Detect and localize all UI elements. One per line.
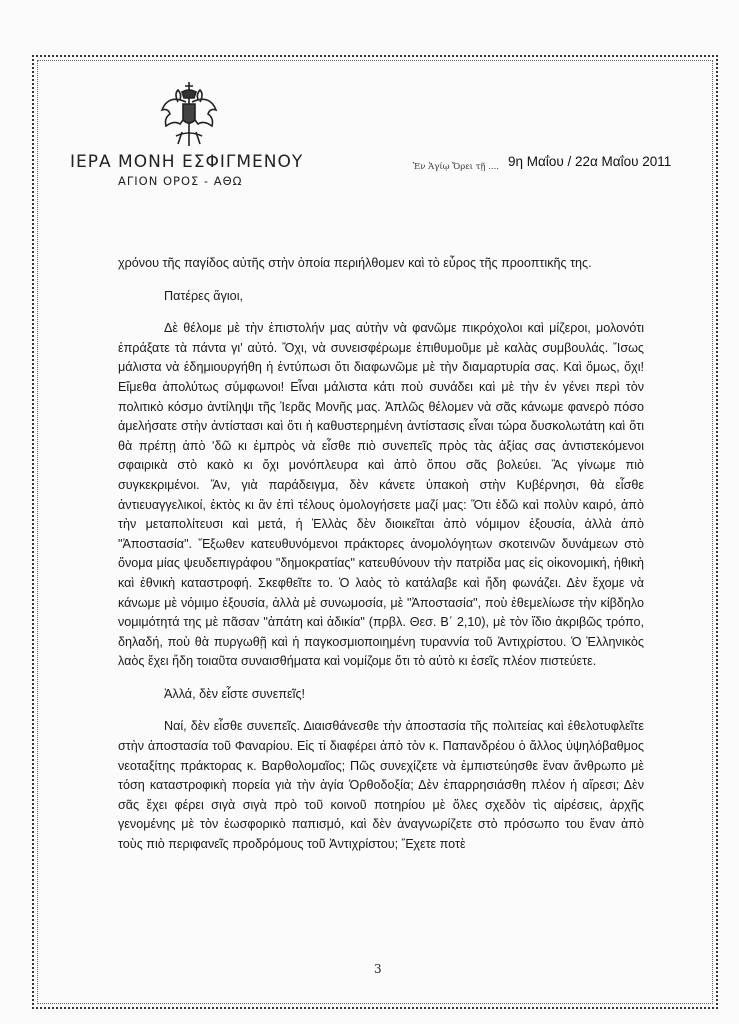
letter-body [118, 254, 644, 855]
salutation: Πατέρες ἅγιοι, [164, 288, 243, 303]
paragraph-exclamation: Ἀλλά, δὲν εἶστε συνεπεῖς! [164, 686, 306, 701]
paragraph-consistency: Ναί, δὲν εἶσθε συνεπεῖς. Διαισθάνεσθε τὴν ἀποστασία τῆς πολιτείας καὶ ἐθελοτυφλεῖτε στὴν ἀποστασία τοῦ Φαναρίου. Εἰς τί διαφέρει ἀπὸ τὸν κ. Παπανδρέου ὁ ἄλλος ὑψηλόβαθμος νεοταξίτης πράκτορας κ. Βαρθολομαῖος; Πῶς συνεχίζετε νὰ ἐμπιστεύησθε ἕναν ἄνθρωπο μὲ τόση καταστροφικὴ πορεία γιὰ τὴν ἁγία Ὀρθοδοξία; Δὲν ἐπαρρησιάσθη πλέον ἡ αἵρεσι; Δὲν σᾶς ἔχει φέρει σιγὰ σιγὰ πρὸ τοῦ κοινοῦ ποτηρίου μὲ ὅλες σχεδὸν τὶς αἱρέσεις, ἀρχῆς γενομένης μὲ τὸν ἐωσφορικὸ παπισμό, καὶ δὲν ἀναγνωρίζετε στὸ πρόσωπο του ἕναν ἀπὸ τοὺς πιὸ περιφανεῖς προδρόμους τοῦ Ἀντιχρίστου; Ἔχετε ποτὲ [118, 719, 644, 852]
monastery-location: ΑΓΙΟΝ ΟΡΟΣ - ΑΘΩ [118, 174, 243, 188]
paragraph-main: Δὲ θέλομε μὲ τὴν ἐπιστολήν μας αὐτὴν νὰ φανῶμε πικρόχολοι καὶ μίζεροι, μολονότι ἐπράξατε τὰ πάντα γι' αὐτό. Ὄχι, νὰ συνεισφέρωμε ἐπιθυμοῦμε μὲ καλὰς συμβουλάς. Ἴσως μάλιστα νὰ ἐδημιουργήθη ἡ ἐντύπωσι ὅτι διαφωνῶμε μὲ τὴν διαμαρτυρία σας. Καὶ ὅμως, ὄχι! Εἴμεθα ἀπολύτως σύμφωνοι! Εἶναι μάλιστα κάτι ποὺ συνάδει καὶ μὲ τὴν ἐν γένει περὶ τὸν πολιτικὸ κόσμο ἀντίληψι τῆς Ἱερᾶς Μονῆς μας. Ἁπλῶς θέλομεν νὰ σᾶς κάνωμε φανερὸ πόσο ἀμελήσατε στὴν ἀντίστασι καὶ ὅτι ἡ καθυστερημένη ἀντίστασις εἶναι τώρα δυσκολωτάτη καὶ ὅτι θὰ πρέπῃ ἀπὸ 'δῶ κι ἐμπρὸς νὰ εἶσθε πιὸ συνεπεῖς πρὸς τὰς ἀξίας σας ἀντιστεκόμενοι σφαιρικὰ στὸ κακὸ κι ὄχι μονόπλευρα καὶ ἀπὸ ὅπου σᾶς βολεύει. Ἂς γίνωμε πιὸ συγκεκριμένοι. Ἄν, γιὰ παράδειγμα, δὲν κάνετε ὑπακοὴ στὴν Κυβέρνησι, θὰ εἶσθε ἀντιευαγγελικοί, ἐκτὸς κι ἂν ἐπὶ τέλους ὁμολογήσετε μαζί μας: Ὅτι ἐδῶ καὶ πολὺν καιρό, ἀπὸ τὴν μεταπολίτευσι καὶ μετά, ἡ Ἑλλὰς δὲν διοικεῖται ἀπὸ νόμιμον ἐξουσία, ἀλλὰ ἀπὸ "Ἀποστασία". Ἔξωθεν κατευθυνόμενοι πράκτορες ἀνομολόγητων σκοτεινῶν δυνάμεων στὸ ὄνομα μίας ψευδεπιγράφου "δημοκρατίας" κατευθύνουν τὴν πατρίδα μας εἰς οἰκονομική, ἠθικὴ καὶ ἐθνικὴ καταστροφή. Σκεφθεῖτε το. Ὁ λαὸς τὸ κατάλαβε καὶ ἤδη φωνάζει. Δὲν ἔχομε νὰ κάνωμε μὲ νόμιμο ἐξουσία, ἀλλὰ μὲ συνωμοσία, μὲ "Ἀποστασία", ποὺ ἐθεμελίωσε τὴν κίβδηλο νομιμότητά της μὲ πᾶσαν "ἀπάτη καὶ ἀδικία" (πρβλ. Θεσ. Β΄ 2,10), μὲ τὸν ἴδιο ἀκριβῶς τρόπο, δηλαδή, ποὺ θὰ πυργωθῇ καὶ ἡ παγκοσμιοποιημένη τυραννία τοῦ Ἀντιχρίστου. Ὁ Ἑλληνικὸς λαὸς ἔχει ἤδη τοιαῦτα συναισθήματα καὶ νομίζομε ὅτι τὸ αὐτὸ κι ἐσεῖς πλέον πιστεύετε. [118, 321, 644, 669]
monastery-name: ΙΕΡΑ ΜΟΝΗ ΕΣΦΙΓΜΕΝΟΥ [70, 152, 304, 172]
date-prefix: Ἐν Ἁγίῳ Ὄρει τῇ .... [413, 162, 500, 172]
page-number: 3 [374, 962, 382, 976]
double-headed-eagle-emblem-icon [158, 80, 220, 148]
letter-date: 9η Μαΐου / 22α Μαΐου 2011 [508, 154, 672, 169]
paragraph-continuation: χρόνου τῆς παγίδος αὐτῆς στὴν ὁποία περιήλθομεν καὶ τὸ εὖρος τῆς προοπτικῆς της. [118, 256, 592, 270]
